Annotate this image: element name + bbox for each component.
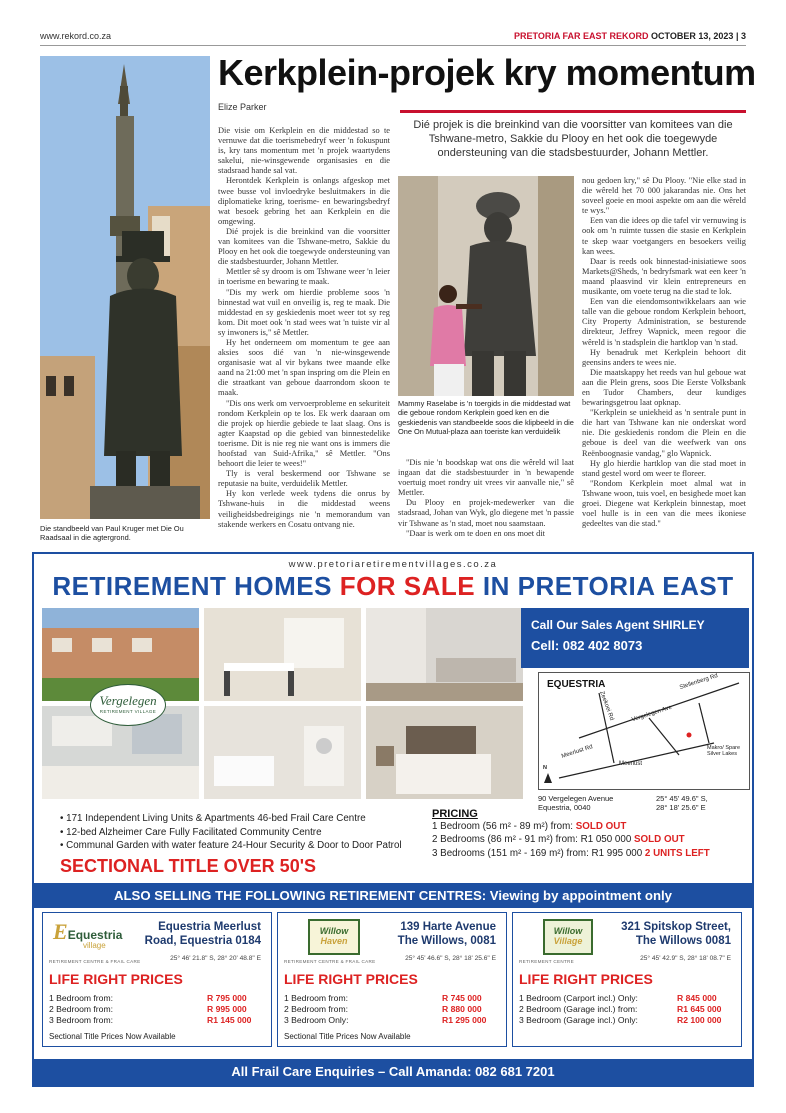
price-value: R 880 000: [442, 1004, 482, 1015]
centre-address: The Willows, 0081: [397, 935, 496, 947]
article-headline: Kerkplein-projek kry momentum: [218, 52, 756, 93]
price-value: R1 145 000: [207, 1015, 252, 1026]
gps-longitude: 28° 18' 25.6" E: [656, 803, 706, 812]
article-column-3: [582, 176, 746, 544]
address-line-2: Equestria, 0040: [538, 803, 591, 812]
property-photo-bathroom: [204, 706, 361, 799]
logo-letter: E: [53, 919, 68, 944]
life-right-prices: [519, 993, 739, 1027]
article-pullquote: Dié projek is die breinkind van die voorsitter van komitees van die Tshwane-metro, Sakkie du Plooy en het ook die toegewyde ondersteuning van die stadsbestuurder, Johann Mettler.: [400, 110, 746, 160]
retirement-advert: [32, 552, 754, 1087]
pricing-status: SOLD OUT: [575, 821, 627, 832]
life-right-heading: LIFE RIGHT PRICES: [519, 971, 653, 987]
advert-title-highlight: FOR SALE: [339, 571, 476, 601]
price-label: 3 Bedroom from:: [49, 1015, 113, 1026]
advert-title-part: IN PRETORIA EAST: [475, 571, 734, 601]
paragraph: Hy glo hierdie hartklop van die stad moet in stand gestel word om weer te floreer.: [582, 458, 746, 478]
frail-care-banner: All Frail Care Enquiries – Call Amanda: 082 681 7201: [34, 1059, 752, 1085]
paragraph: Hy benadruk met Kerkplein behoort dit geensins anders te wees nie.: [582, 347, 746, 367]
centre-gps: 25° 45' 46.6" S, 28° 18' 25.6" E: [405, 955, 496, 962]
article-column-2: [398, 458, 574, 544]
pricing-label: 1 Bedroom (56 m² - 89 m²) from:: [432, 821, 573, 832]
life-right-heading: LIFE RIGHT PRICES: [49, 971, 183, 987]
sales-agent-label: Call Our Sales Agent SHIRLEY: [531, 618, 705, 632]
price-row: [284, 1004, 504, 1015]
price-row: [49, 1004, 269, 1015]
centre-address: The Willows 0081: [635, 935, 731, 947]
statue-photo-caption: Mammy Raselabe is 'n toergids in die middestad wat die geboue rondom Kerkplein goed ken en die geskiedenis van standbeelde soos die klipbeeld in die One On Mutual-plaza aan toeriste kan verduidelik: [398, 399, 574, 436]
feature-item: • 171 Independent Living Units & Apartments 46-bed Frail Care Centre: [60, 812, 420, 826]
paragraph: Mettler sê sy droom is om Tshwane weer 'n leier in toerisme en bewaring te maak.: [218, 267, 390, 287]
map-poi-label: Makro/ Spare Silver Lakes: [707, 745, 741, 757]
pricing-row: [432, 820, 752, 833]
price-label: 1 Bedroom (Carport incl.) Only:: [519, 993, 638, 1003]
advert-url[interactable]: www.pretoriaretirementvillages.co.za: [288, 559, 498, 570]
paragraph: Die visie om Kerkplein en die middestad so te vernuwe dat die toerismebedryf weer 'n fokuspunt is, kry tans momentum met 'n projek waartydens sakelui, nie-winsgewende organisasies en die stadsraad hande sal vat.: [218, 126, 390, 176]
paragraph: Een van die eiendomsontwikkelaars aan wie talle van die geboue rondom Kerkplein behoort, City Property Administration, se besturende direkteur, Jeffrey Wapnick, meen regoor die wêreld is 'n stadsplein die hartklop van 'n stad.: [582, 297, 746, 347]
paragraph: nou gedoen kry," sê Du Plooy. "Nie elke stad in die wêreld het 70 000 jakarandas nie. Ons het soveel goeie en mooi aspekte om aan die wêreld te wys.": [582, 176, 746, 216]
paragraph: Tly is veral beskermend oor Tshwane se reputasie na buite, verduidelik Mettler.: [218, 469, 390, 489]
price-row: [519, 1004, 739, 1015]
centre-name: Equestria Meerlust: [158, 921, 261, 933]
pricing-row: [432, 833, 752, 846]
sales-contact-box: [521, 608, 749, 668]
price-label: 2 Bedroom from:: [49, 1004, 113, 1015]
site-url[interactable]: www.rekord.co.za: [40, 31, 112, 41]
paragraph: Dié projek is die breinkind van die voorsitter van komitees van die Tshwane-metro, Sakkie du Plooy en het ook die toegewyde ondersteuning van die stadsbestuurder, Johann Mettler.: [218, 226, 390, 267]
price-value: R 845 000: [677, 993, 717, 1003]
centre-logo-sub: RETIREMENT CENTRE & FRAIL CARE: [284, 959, 376, 964]
pricing-label: 3 Bedrooms (151 m² - 169 m²) from: R1 995 000: [432, 847, 643, 859]
price-label: 2 Bedroom (Garage incl.) from:: [519, 1004, 638, 1015]
centre-note: Sectional Title Prices Now Available: [49, 1032, 176, 1041]
property-photo-bedroom: [366, 706, 523, 799]
centre-gps: 25° 45' 42.9" S, 28° 18' 08.7" E: [640, 955, 731, 962]
price-value: R1 645 000: [677, 1004, 722, 1015]
page-number: 3: [740, 31, 746, 41]
price-row: [284, 1015, 504, 1026]
map-road-label: Vergelegen Ave: [631, 704, 673, 724]
willow-village-logo: [543, 919, 593, 955]
price-label: 3 Bedroom (Garage incl.) Only:: [519, 1015, 638, 1026]
property-photo-lounge: [366, 608, 523, 701]
pricing-heading: PRICING: [432, 808, 478, 820]
price-row: [49, 1015, 269, 1026]
price-value: R 995 000: [207, 1004, 247, 1015]
advert-title-part: RETIREMENT HOMES: [52, 571, 340, 601]
map-road-label: Meerlust Rd: [560, 744, 594, 760]
address-line-1: 90 Vergelegen Avenue: [538, 794, 614, 803]
pricing-label: 2 Bedrooms (86 m² - 91 m²) from: R1 050 000: [432, 834, 632, 846]
feature-item: • Communal Garden with water feature 24-Hour Security & Door to Door Patrol: [60, 839, 420, 853]
life-right-heading: LIFE RIGHT PRICES: [284, 971, 418, 987]
property-photo-dining: [204, 608, 361, 701]
price-value: R1 295 000: [442, 1015, 487, 1026]
paragraph: Die maatskappy het reeds van hul geboue wat aan die Plein grens, soos Die Eerste Volksbank en Tudor Chambers, deur kundiges bewaringsgetrou laat opknap.: [582, 367, 746, 408]
paragraph: "Dis ons werk om vervoerprobleme en sekuriteit rondom Kerkplein op te los. Ek werk daaraan om die projek op hierdie gebiede te laat slaag. Ons is agter Kaapstad op die gebied van binnestedelike toerisme. Dit is nie reg nie want ons is immers die hoofstad van Suid-Afrika," sê Mettler. "Ons behoort die leier te wees!": [218, 398, 390, 469]
pricing-status: 2 UNITS LEFT: [644, 847, 710, 859]
map-north-label: N: [543, 765, 547, 771]
price-row: [49, 993, 269, 1004]
paragraph: "Dis my werk om hierdie probleme soos 'n binnestad wat vuil en onveilig is, reg te maak. Die middestad en sy geskiedenis moet weer tot sy reg kom. Dit moet ook 'n stad wees wat 'n tuiste vir al sy inwoners is," sê Mettler.: [218, 287, 390, 337]
feature-item: • 12-bed Alzheimer Care Fully Facilitated Community Centre: [60, 826, 420, 840]
centre-note: Sectional Title Prices Now Available: [284, 1032, 411, 1041]
stone-statue-photo: [398, 176, 574, 396]
paragraph: Herontdek Kerkplein is onlangs afgeskop met twee busse vol invloedryke besluitmakers in die diplomatieke kring, toerisme- en bewaringsbedryf wat besoek gebring het aan Kerkplein en die omgewing.: [218, 176, 390, 226]
vergelegen-logo-name: Vergelegen: [99, 693, 157, 708]
kruger-statue-photo: [40, 56, 210, 519]
logo-text-2: Village: [553, 936, 583, 946]
logo-text-2: village: [83, 941, 106, 950]
map-road-label: Meerlust: [619, 761, 643, 767]
logo-text: Willow: [553, 926, 583, 936]
map-road-label: Stellenberg Rd: [679, 673, 719, 691]
pricing-status: SOLD OUT: [634, 834, 685, 846]
equestria-logo: [53, 919, 127, 959]
also-selling-banner: ALSO SELLING THE FOLLOWING RETIREMENT CENTRES: Viewing by appointment only: [34, 883, 752, 908]
centre-address: Road, Equestria 0184: [144, 935, 261, 947]
life-right-prices: [49, 993, 269, 1027]
price-label: 1 Bedroom from:: [49, 993, 113, 1003]
paragraph: "Dis nie 'n boodskap wat ons die wêreld wil laat ingaan dat die stadsbestuurder in 'n bewapende voertuig moet rondry uit vrees vir aanvalle nie," sê Mettler.: [398, 458, 574, 498]
paragraph: "Kerkplein se uniekheid as 'n sentrale punt in die hart van Tshwane kan nie onderskat word nie. Die geskiedenis rondom die Plein en die geboue is deel van die weefwerk van ons Reënboognasie vandag," glo Wapnick.: [582, 408, 746, 458]
paragraph: Hy het onderneem om momentum te gee aan aksies soos dié van 'n nie-winsgewende organisasie wat al vir bykans twee maande elke aand na 21:00 met 'n span inspring om die Plein en die straatkant van geboue daarrondom skoon te maak.: [218, 337, 390, 398]
pricing-box: [432, 808, 752, 860]
centre-card-willow-village: [512, 912, 742, 1047]
price-label: 2 Bedroom from:: [284, 1004, 348, 1015]
vergelegen-logo: [90, 684, 166, 726]
logo-text: Equestria: [67, 928, 123, 942]
centre-logo-sub: RETIREMENT CENTRE: [519, 959, 575, 964]
article-column-1: [218, 126, 390, 544]
sales-agent-phone[interactable]: Cell: 082 402 8073: [531, 638, 643, 653]
header-divider: [40, 45, 746, 46]
price-row: [284, 993, 504, 1004]
map-area-label: EQUESTRIA: [547, 679, 606, 690]
article-byline: Elize Parker: [218, 102, 267, 112]
separator: |: [735, 31, 739, 41]
advert-title: [34, 571, 752, 602]
kruger-photo-caption: Die standbeeld van Paul Kruger met Die Ou Raadsaal in die agtergrond.: [40, 524, 184, 543]
paragraph: "Daar is werk om te doen en ons moet dit: [406, 528, 546, 538]
paragraph: Du Plooy en projek-medewerker van die stadsraad, Johan van Wyk, glo diegene met 'n passie vir Tshwane as 'n stad, moet nou saamstaan.: [398, 498, 574, 528]
property-photo-grid: [42, 608, 524, 806]
price-row: [519, 1015, 739, 1026]
centre-card-willow-haven: [277, 912, 507, 1047]
paragraph: Daar is reeds ook binnestad-inisiatiewe soos Markets@Sheds, 'n bedryfsmark wat een keer 'n maand plaasvind vir klein entrepreneurs en musikante, om voete terug na die stad te lok.: [582, 256, 746, 297]
price-row: [519, 993, 739, 1004]
paragraph: Een van die idees op die tafel vir vernuwing is ook om 'n ruimte tussen die stasie en Kerkplein te skep waar voetgangers en besoekers veilig kan wees.: [582, 216, 746, 256]
centre-name: 139 Harte Avenue: [400, 921, 496, 933]
gps-latitude: 25° 45' 49.6" S,: [656, 794, 708, 803]
map-road-label: Zeekoei Rd: [598, 690, 615, 722]
centre-name: 321 Spitskop Street,: [621, 921, 731, 933]
price-value: R 745 000: [442, 993, 482, 1003]
life-right-prices: [284, 993, 504, 1027]
publication-info: [514, 31, 746, 41]
vergelegen-logo-sub: RETIREMENT VILLAGE: [99, 709, 157, 714]
logo-text: Willow: [319, 926, 349, 936]
price-value: R2 100 000: [677, 1015, 722, 1026]
price-value: R 795 000: [207, 993, 247, 1003]
centre-logo-sub: RETIREMENT CENTRE & FRAIL CARE: [49, 959, 141, 964]
centre-card-equestria: [42, 912, 272, 1047]
sectional-title-banner: SECTIONAL TITLE OVER 50'S: [60, 856, 316, 876]
feature-list: [60, 812, 420, 853]
paragraph: "Rondom Kerkplein moet almal wat in Tshwane woon, tuis voel, en besighede moet kan groei. Diegene wat Kerkplein binnestap, moet voel hulle is in een van die mees ikoniese gedeeltes van die stad.": [582, 478, 746, 529]
willow-haven-logo: [308, 919, 360, 955]
price-label: 3 Bedroom Only:: [284, 1015, 349, 1026]
publication-name: PRETORIA FAR EAST REKORD: [514, 31, 649, 41]
price-label: 1 Bedroom from:: [284, 993, 348, 1003]
pricing-row: [432, 847, 752, 860]
centre-gps: 25° 46' 21.8" S, 28° 20' 48.8" E: [170, 955, 261, 962]
publication-date: OCTOBER 13, 2023: [651, 31, 734, 41]
location-map: [538, 672, 750, 790]
paragraph: Hy kon verlede week tydens die onrus by Tshwane-huis in die middestad weens veiligheidsbedreigings nie 'n memorandum van stakende werkers en Cosatu ontvang nie.: [218, 489, 390, 529]
logo-text-2: Haven: [320, 936, 348, 946]
